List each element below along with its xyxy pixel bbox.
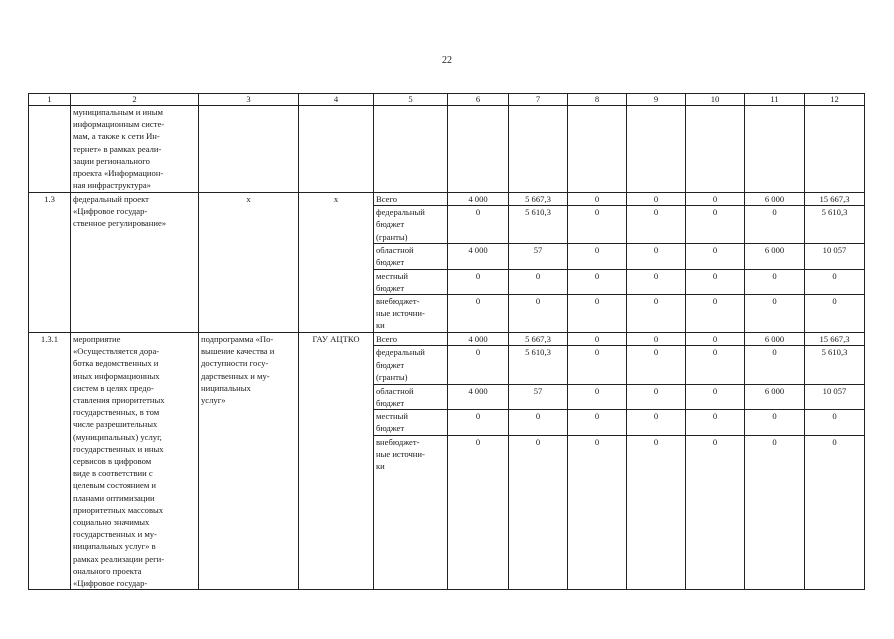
cell-value: 0 [745, 435, 805, 589]
cell-value: 0 [568, 269, 627, 294]
cell-activity-name-line: государственных, в том [73, 407, 160, 418]
cell-activity-name-line: ственное регулирование» [73, 218, 167, 229]
column-header: 10 [686, 94, 745, 106]
cell-funding-source-line: бюджет [376, 282, 405, 293]
cell-continued-name-line: тернет» в рамках реали- [73, 143, 162, 154]
cell-activity-name [71, 333, 199, 590]
cell-empty [29, 106, 71, 193]
cell-activity-name-line: планами оптимизации [73, 492, 155, 503]
cell-value: 0 [448, 346, 509, 384]
cell-value: 0 [627, 384, 686, 410]
cell-value: 0 [627, 244, 686, 269]
cell-funding-source-line: ки [376, 461, 385, 472]
cell-funding-source-line: местный [376, 270, 409, 281]
cell-activity-name-line: ниципальных услуг» в [73, 541, 156, 552]
cell-value: 5 610,3 [509, 346, 568, 384]
cell-value: 0 [805, 410, 865, 436]
cell-activity-name-line: рамках реализации реги- [73, 553, 165, 564]
cell-funding-source [374, 244, 448, 269]
cell-continued-name-line: мам, а также к сети Ин- [73, 131, 160, 142]
cell-value: 0 [448, 410, 509, 436]
table-row [29, 333, 865, 346]
cell-value: 0 [448, 295, 509, 333]
header-row [29, 94, 865, 106]
cell-activity-name-line: мероприятие [73, 334, 121, 345]
cell-funding-source-line: Всего [376, 194, 398, 204]
cell-empty [805, 106, 865, 193]
cell-continued-name-line: проекта «Информацион- [73, 168, 164, 179]
cell-program-line: доступности госу- [201, 358, 269, 369]
cell-activity-name-line: числе разрешительных [73, 419, 158, 430]
cell-program: x [199, 193, 299, 333]
cell-funding-source [374, 295, 448, 333]
cell-value: 0 [509, 410, 568, 436]
cell-executor: ГАУ АЦТКО [299, 333, 374, 590]
cell-funding-source [374, 269, 448, 294]
cell-funding-source-line: областной [376, 245, 414, 256]
cell-row-number: 1.3.1 [29, 333, 71, 590]
cell-value: 0 [568, 295, 627, 333]
cell-value: 4 000 [448, 384, 509, 410]
continuation-row [29, 106, 865, 193]
cell-value: 0 [686, 269, 745, 294]
cell-value: 0 [568, 435, 627, 589]
cell-funding-source [374, 410, 448, 436]
cell-empty [568, 106, 627, 193]
cell-funding-source-line: бюджет [376, 423, 405, 434]
cell-activity-name-line: (муниципальных) услуг, [73, 431, 162, 442]
cell-value: 0 [686, 410, 745, 436]
cell-value: 4 000 [448, 333, 509, 346]
cell-funding-source-line: областной [376, 385, 414, 396]
cell-value: 15 667,3 [805, 333, 865, 346]
cell-value: 0 [448, 435, 509, 589]
cell-activity-name-line: приоритетных массовых [73, 504, 164, 515]
cell-activity-name-line: «Цифровое государ- [73, 206, 148, 217]
cell-empty [627, 106, 686, 193]
cell-program-line: подпрограмма «По- [201, 334, 274, 345]
cell-value: 0 [686, 435, 745, 589]
cell-funding-source-line: федеральный [376, 207, 425, 218]
cell-funding-source-line: бюджет [376, 219, 405, 230]
column-header: 7 [509, 94, 568, 106]
cell-value: 10 057 [805, 384, 865, 410]
cell-value: 0 [448, 269, 509, 294]
cell-program [199, 333, 299, 590]
cell-row-number: 1.3 [29, 193, 71, 333]
cell-value: 0 [627, 410, 686, 436]
cell-activity-name-line: онального проекта [73, 565, 142, 576]
cell-value: 10 057 [805, 244, 865, 269]
cell-activity-name-line: сервисов в цифровом [73, 456, 152, 467]
cell-funding-source [374, 333, 448, 346]
cell-value: 0 [627, 295, 686, 333]
column-header: 11 [745, 94, 805, 106]
cell-empty [374, 106, 448, 193]
cell-activity-name-line: виде в соответствии с [73, 468, 153, 479]
cell-value: 5 610,3 [509, 206, 568, 244]
cell-continued-name-line: информационным систе- [73, 119, 165, 130]
cell-empty [509, 106, 568, 193]
cell-value: 0 [686, 193, 745, 206]
column-header: 8 [568, 94, 627, 106]
cell-value: 0 [745, 269, 805, 294]
cell-value: 5 667,3 [509, 193, 568, 206]
cell-value: 0 [568, 333, 627, 346]
cell-value: 5 610,3 [805, 206, 865, 244]
column-header: 1 [29, 94, 71, 106]
cell-funding-source [374, 346, 448, 384]
column-header: 2 [71, 94, 199, 106]
cell-funding-source-line: (гранты) [376, 371, 408, 382]
cell-value: 0 [627, 269, 686, 294]
cell-value: 0 [745, 295, 805, 333]
cell-value: 0 [509, 295, 568, 333]
budget-table [28, 93, 865, 590]
cell-value: 6 000 [745, 193, 805, 206]
cell-funding-source-line: бюджет [376, 359, 405, 370]
cell-value: 0 [686, 333, 745, 346]
cell-value: 0 [627, 193, 686, 206]
cell-empty [745, 106, 805, 193]
cell-empty [448, 106, 509, 193]
cell-continued-name-line: муниципальным и иным [73, 107, 163, 117]
cell-value: 0 [686, 346, 745, 384]
cell-value: 15 667,3 [805, 193, 865, 206]
cell-value: 0 [627, 346, 686, 384]
cell-funding-source-line: бюджет [376, 397, 405, 408]
cell-value: 6 000 [745, 384, 805, 410]
cell-value: 4 000 [448, 193, 509, 206]
cell-value: 0 [745, 346, 805, 384]
page-number: 22 [442, 55, 452, 66]
cell-value: 0 [568, 244, 627, 269]
cell-activity-name-line: систем в целях предо- [73, 382, 154, 393]
cell-funding-source-line: внебюджет- [376, 436, 420, 447]
cell-program-line: ниципальных [201, 382, 251, 393]
column-header: 6 [448, 94, 509, 106]
cell-activity-name-line: социально значимых [73, 517, 150, 528]
cell-value: 0 [686, 206, 745, 244]
cell-funding-source-line: бюджет [376, 257, 405, 268]
cell-value: 6 000 [745, 244, 805, 269]
cell-value: 0 [745, 206, 805, 244]
cell-value: 0 [568, 193, 627, 206]
cell-funding-source-line: ные источни- [376, 308, 425, 319]
column-header: 9 [627, 94, 686, 106]
cell-program-line: вышение качества и [201, 346, 275, 357]
cell-value: 0 [686, 295, 745, 333]
cell-value: 0 [627, 333, 686, 346]
cell-activity-name-line: «Цифровое государ- [73, 578, 148, 589]
cell-funding-source-line: местный [376, 411, 409, 422]
cell-value: 0 [568, 410, 627, 436]
cell-activity-name-line: ботка ведомственных и [73, 358, 159, 369]
column-header: 3 [199, 94, 299, 106]
cell-funding-source-line: (гранты) [376, 231, 408, 242]
cell-activity-name-line: иных информационных [73, 370, 160, 381]
cell-value: 4 000 [448, 244, 509, 269]
cell-continued-name-line: ная инфраструктура» [73, 180, 151, 191]
cell-value: 0 [805, 269, 865, 294]
cell-value: 57 [509, 244, 568, 269]
table-row [29, 193, 865, 206]
cell-program-line: дарственных и му- [201, 370, 270, 381]
cell-activity-name-line: федеральный проект [73, 194, 149, 204]
cell-funding-source-line: Всего [376, 334, 398, 345]
cell-value: 0 [568, 384, 627, 410]
cell-value: 0 [448, 206, 509, 244]
cell-funding-source [374, 435, 448, 589]
cell-value: 0 [627, 435, 686, 589]
cell-activity-name-line: государственных и иных [73, 443, 164, 454]
cell-value: 0 [745, 410, 805, 436]
cell-continued-name-line: зации регионального [73, 155, 150, 166]
cell-value: 0 [568, 206, 627, 244]
cell-value: 5 667,3 [509, 333, 568, 346]
cell-value: 0 [805, 435, 865, 589]
cell-activity-name-line: государственных и му- [73, 529, 157, 540]
cell-funding-source-line: федеральный [376, 347, 425, 358]
cell-value: 6 000 [745, 333, 805, 346]
cell-activity-name-line: «Осуществляется дора- [73, 346, 160, 357]
column-header: 5 [374, 94, 448, 106]
cell-value: 0 [805, 295, 865, 333]
cell-empty [686, 106, 745, 193]
cell-executor: x [299, 193, 374, 333]
cell-activity-name [71, 193, 199, 333]
cell-value: 5 610,3 [805, 346, 865, 384]
cell-funding-source [374, 206, 448, 244]
cell-value: 0 [568, 346, 627, 384]
cell-activity-name-line: целевым состоянием и [73, 480, 157, 491]
column-header: 4 [299, 94, 374, 106]
cell-funding-source [374, 193, 448, 206]
cell-continued-name [71, 106, 199, 193]
cell-value: 0 [509, 269, 568, 294]
cell-funding-source [374, 384, 448, 410]
cell-empty [299, 106, 374, 193]
cell-value: 0 [686, 384, 745, 410]
cell-funding-source-line: ные источни- [376, 449, 425, 460]
cell-activity-name-line: ставления приоритетных [73, 395, 165, 406]
column-header: 12 [805, 94, 865, 106]
cell-value: 0 [686, 244, 745, 269]
cell-program-line: услуг» [201, 395, 226, 406]
cell-value: 57 [509, 384, 568, 410]
cell-empty [199, 106, 299, 193]
cell-value: 0 [627, 206, 686, 244]
cell-value: 0 [509, 435, 568, 589]
cell-funding-source-line: внебюджет- [376, 296, 420, 307]
cell-funding-source-line: ки [376, 320, 385, 331]
